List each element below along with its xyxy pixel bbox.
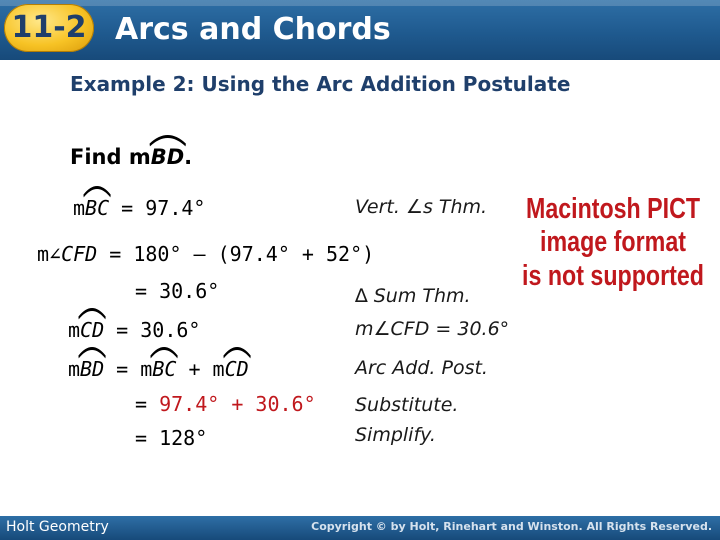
pict-message (520, 188, 706, 294)
step-3: = 30.6° (135, 279, 220, 303)
step-7: = 128° (135, 426, 208, 450)
reason-7: Simplify. (355, 424, 436, 446)
lesson-number: 11-2 (11, 10, 87, 45)
slide-title: Arcs and Chords (115, 12, 391, 47)
lesson-badge (4, 4, 94, 52)
example-subtitle: Example 2: Using the Arc Addition Postulate (70, 72, 571, 96)
step-5: m BD = m BC + m CD (68, 357, 249, 381)
reason-1: Vert. ∠s Thm. (355, 196, 488, 218)
reason-6: Substitute. (355, 394, 459, 416)
step-4: m CD = 30.6° (68, 318, 200, 342)
pict-line-3: is not supported (522, 260, 704, 292)
reason-4: m∠CFD = 30.6° (355, 318, 510, 340)
step-6: = 97.4° + 30.6° (135, 392, 316, 416)
arc-cd-2: CD (225, 357, 249, 381)
header-shine (0, 0, 720, 6)
substituted-values: 97.4° + 30.6° (159, 392, 316, 416)
slide-footer (0, 516, 720, 540)
reason-5: Arc Add. Post. (355, 357, 488, 379)
step-2: m∠CFD = 180° – (97.4° + 52°) (37, 242, 375, 266)
footer-copyright: Copyright © by Holt, Rinehart and Winston. All Rights Reserved. (311, 520, 712, 533)
pict-line-2: image format (540, 226, 687, 258)
pict-line-1: Macintosh PICT (526, 193, 701, 225)
slide-header (0, 0, 720, 60)
arc-bd-2: BD (80, 357, 104, 381)
arc-bd: BD (151, 145, 184, 169)
arc-cd: CD (80, 318, 104, 342)
arc-bc-2: BC (152, 357, 176, 381)
footer-publisher: Holt Geometry (6, 519, 109, 535)
arc-bc: BC (85, 196, 109, 220)
reason-3: ∆ Sum Thm. (355, 285, 471, 307)
step-1: m BC = 97.4° (73, 196, 205, 220)
unsupported-image-placeholder (520, 188, 706, 294)
find-statement: Find m BD. (70, 145, 192, 169)
